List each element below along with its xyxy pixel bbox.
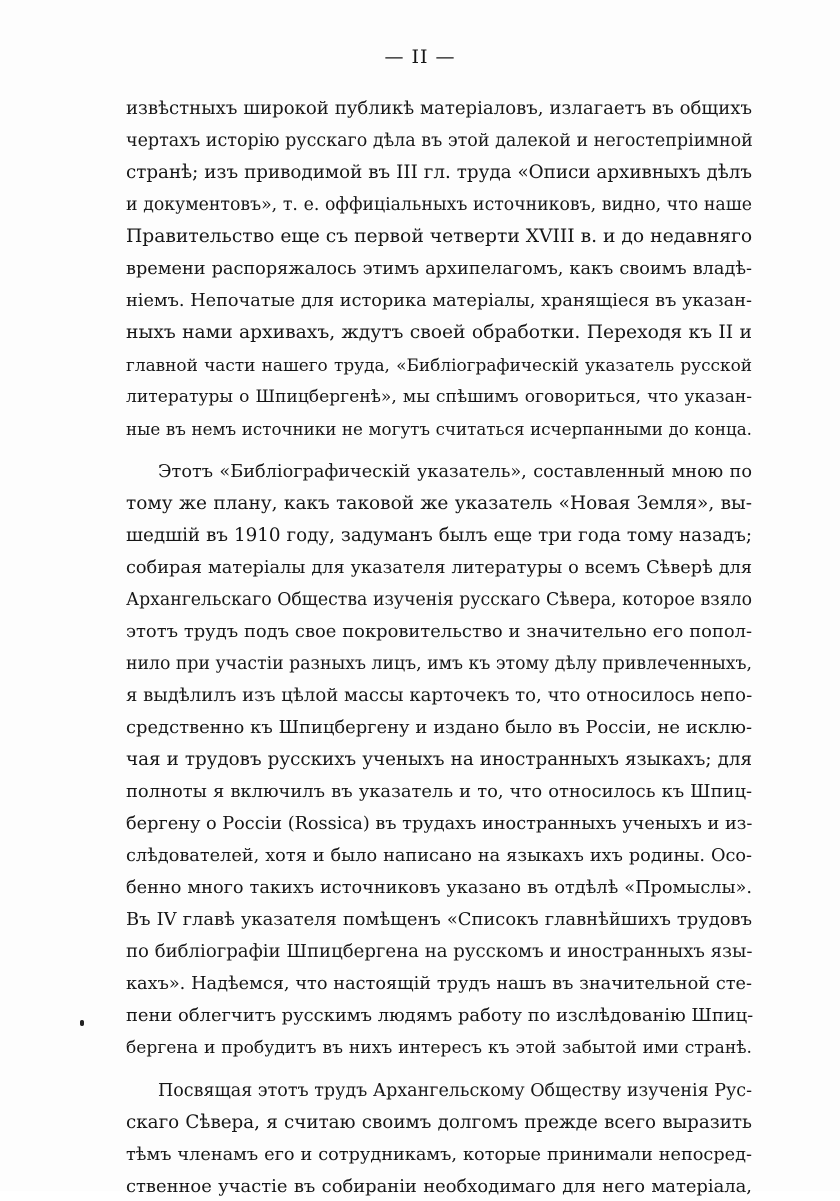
text-line: главной части нашего труда, «Библіографическій указатель русской [126,355,752,375]
text-line: бергена и пробудитъ въ нихъ интересъ къ этой забытой ими странѣ. [126,1038,752,1058]
text-line: Архангельскаго Общества изученія русскаго Сѣвера, которое взяло [126,590,752,610]
page-number: — II — [384,46,456,68]
ink-speck [80,1020,84,1026]
text-line: Въ IV главѣ указателя помѣщенъ «Списокъ главнѣйшихъ трудовъ [126,909,752,930]
text-line: Этотъ «Библіографическій указатель», составленный мною по [158,462,752,482]
text-line: полноты я включилъ въ указатель и то, что относилось къ Шпиц- [126,781,752,802]
text-line: странѣ; изъ приводимой въ III гл. труда «Описи архивныхъ дѣлъ [126,162,752,183]
text-line: нило при участіи разныхъ лицъ, имъ къ этому дѣлу привлеченныхъ, [126,654,752,674]
text-line: средственно къ Шпицбергену и издано было въ Россіи, не исклю- [126,717,752,738]
text-line: и документовъ», т. е. оффиціальныхъ источниковъ, видно, что наше [126,195,752,215]
text-line: тѣмъ членамъ его и сотрудникамъ, которые принимали непосред- [126,1145,752,1165]
text-line: скаго Сѣвера, я считаю своимъ долгомъ прежде всего выразить [126,1112,752,1133]
text-line: извѣстныхъ широкой публикѣ матеріаловъ, излагаетъ въ общихъ [126,98,752,119]
text-line: слѣдователей, хотя и было написано на языкахъ ихъ родины. Осо- [126,846,752,866]
text-line: тому же плану, какъ таковой же указатель «Новая Земля», вы- [126,493,752,514]
text-line: литературы о Шпицбергенѣ», мы спѣшимъ оговориться, что указан- [126,387,752,407]
text-line: времени распоряжалось этимъ архипелагомъ, какъ своимъ владѣ- [126,259,752,279]
text-line: чертахъ исторію русскаго дѣла въ этой далекой и негостепріимной [126,131,753,151]
text-line: этотъ трудъ подъ свое покровительство и значительно его попол- [126,621,752,642]
text-line: ственное участіе въ собираніи необходимаго для него матеріала, [126,1176,752,1197]
text-line: бергену о Россіи (Rossica) въ трудахъ иностранныхъ ученыхъ и из- [126,814,753,834]
text-line: чая и трудовъ русскихъ ученыхъ на иностранныхъ языкахъ; для [126,749,752,770]
text-line: Посвящая этотъ трудъ Архангельскому Обществу изученія Рус- [158,1081,752,1101]
text-line: шедшій въ 1910 году, задуманъ былъ еще три года тому назадъ; [126,525,752,546]
text-line: ніемъ. Непочатые для историка матеріалы, хранящіеся въ указан- [126,291,752,311]
text-line: бенно много такихъ источниковъ указано въ отдѣлѣ «Промыслы». [126,878,752,898]
text-line: Правительство еще съ первой четверти XVIII в. и до недавняго [126,226,753,247]
text-line: собирая матеріалы для указателя литературы о всемъ Сѣверѣ для [126,558,752,578]
text-line: пени облегчитъ русскимъ людямъ работу по изслѣдованію Шпиц- [126,1005,754,1026]
text-line: ныхъ нами архивахъ, ждутъ своей обработки. Переходя къ II и [126,322,752,343]
text-line: ные въ немъ источники не могутъ считаться исчерпанными до конца. [126,419,752,439]
text-line: я выдѣлилъ изъ цѣлой массы карточекъ то, что относилось непо- [126,685,753,706]
text-line: кахъ». Надѣемся, что настоящій трудъ нашъ въ значительной сте- [126,974,752,994]
text-line: по библіографіи Шпицбергена на русскомъ и иностранныхъ язы- [126,941,753,962]
